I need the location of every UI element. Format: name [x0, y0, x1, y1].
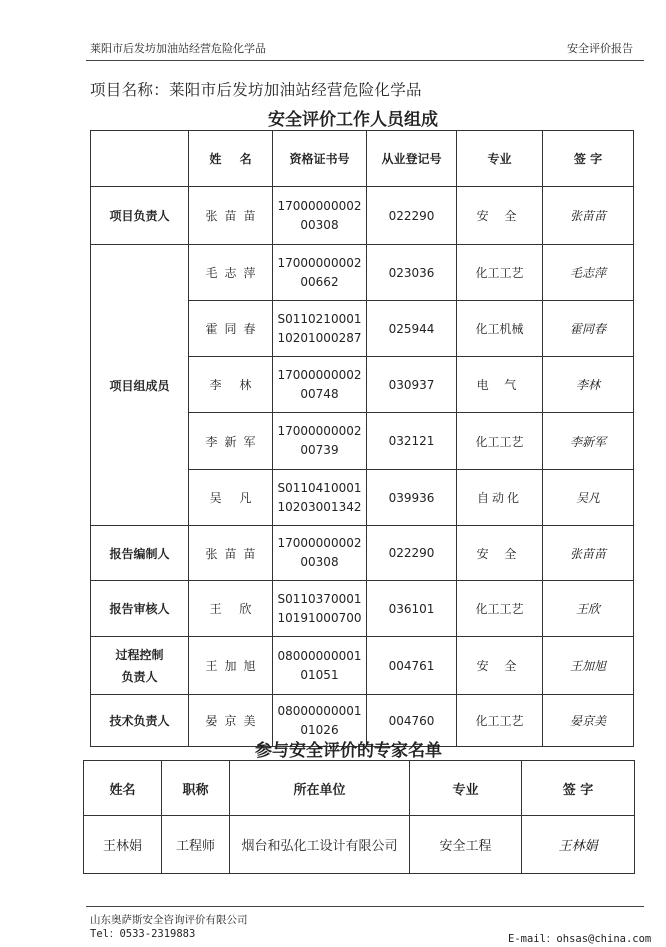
staff-reg: 022290 [367, 526, 457, 581]
role-writer: 报告编制人 [91, 526, 189, 581]
staff-reg: 030937 [367, 357, 457, 413]
cert-line1: 08000000001 [277, 648, 362, 663]
staff-name: 毛志萍 [189, 245, 273, 301]
staff-reg: 032121 [367, 413, 457, 470]
cert-line2: 10201000287 [277, 330, 362, 345]
header-major: 专业 [457, 131, 543, 187]
cert-line1: 17000000002 [277, 255, 362, 270]
staff-reg: 023036 [367, 245, 457, 301]
staff-name: 王加旭 [189, 637, 273, 695]
header-left: 莱阳市后发坊加油站经营危险化学品 [90, 42, 266, 55]
cert-line2: 00748 [300, 386, 339, 401]
expert-header-title: 职称 [162, 761, 230, 816]
staff-signature: 张苗苗 [543, 187, 634, 245]
staff-signature: 李林 [543, 357, 634, 413]
role-process-control [91, 637, 189, 695]
expert-title-cell: 工程师 [162, 816, 230, 874]
footer-tel: Tel：0533-2319883 [90, 928, 196, 940]
staff-major: 化工工艺 [457, 245, 543, 301]
staff-name: 霍同春 [189, 301, 273, 357]
expert-header-unit: 所在单位 [230, 761, 410, 816]
expert-header-name: 姓名 [84, 761, 162, 816]
staff-signature: 吴凡 [543, 470, 634, 526]
expert-signature: 王林娟 [522, 816, 635, 874]
staff-name: 吴 凡 [189, 470, 273, 526]
staff-cert [273, 357, 367, 413]
blank-corner [91, 131, 189, 187]
role-reviewer: 报告审核人 [91, 581, 189, 637]
staff-table [90, 130, 634, 747]
expert-name: 王林娟 [84, 816, 162, 874]
staff-major: 电 气 [457, 357, 543, 413]
project-name: 项目名称：莱阳市后发坊加油站经营危险化学品 [90, 81, 422, 99]
staff-major: 化工工艺 [457, 413, 543, 470]
table-row [91, 526, 634, 581]
cert-line2: 00739 [300, 443, 339, 457]
staff-name: 王 欣 [189, 581, 273, 637]
footer-email: E-mail：ohsas@china.com [508, 933, 652, 945]
staff-cert [273, 526, 367, 581]
header-cert: 资格证书号 [273, 131, 367, 187]
staff-reg: 022290 [367, 187, 457, 245]
staff-name: 张苗苗 [189, 187, 273, 245]
cert-line1: 08000000001 [277, 703, 362, 718]
staff-signature: 晏京美 [543, 695, 634, 747]
expert-table [83, 760, 635, 874]
staff-cert [273, 301, 367, 357]
staff-major: 安 全 [457, 526, 543, 581]
staff-major: 化工机械 [457, 301, 543, 357]
role-leader: 项目负责人 [91, 187, 189, 245]
staff-cert [273, 470, 367, 526]
staff-header-row [91, 131, 634, 187]
staff-name: 李 林 [189, 357, 273, 413]
table-row [91, 245, 634, 301]
staff-reg: 025944 [367, 301, 457, 357]
staff-cert [273, 245, 367, 301]
staff-name: 李新军 [189, 413, 273, 470]
header-reg: 从业登记号 [367, 131, 457, 187]
role-process-line2: 负责人 [121, 669, 158, 684]
staff-signature: 李新军 [543, 413, 634, 470]
cert-line2: 00308 [300, 555, 339, 569]
cert-line1: S0110370001 [277, 591, 362, 606]
cert-line2: 00662 [300, 274, 339, 289]
staff-signature: 霍同春 [543, 301, 634, 357]
expert-major: 安全工程 [410, 816, 522, 874]
cert-line2: 01051 [300, 667, 339, 682]
footer-divider [86, 906, 644, 907]
staff-major: 自动化 [457, 470, 543, 526]
header-divider [86, 60, 644, 61]
staff-signature: 毛志萍 [543, 245, 634, 301]
staff-major: 安 全 [457, 637, 543, 695]
cert-line1: 17000000002 [277, 424, 362, 438]
cert-line1: S0110210001 [277, 311, 362, 326]
expert-unit: 烟台和弘化工设计有限公司 [230, 816, 410, 874]
role-members: 项目组成员 [91, 245, 189, 526]
cert-line2: 10191000700 [277, 610, 362, 625]
staff-title: 安全评价工作人员组成 [268, 110, 438, 130]
cert-line2: 01026 [300, 722, 339, 737]
staff-reg: 039936 [367, 470, 457, 526]
staff-name: 张苗苗 [189, 526, 273, 581]
cert-line1: 17000000002 [277, 367, 362, 382]
table-row [91, 187, 634, 245]
staff-cert [273, 581, 367, 637]
expert-row [84, 816, 635, 874]
cert-line1: S0110410001 [277, 480, 362, 495]
staff-cert [273, 187, 367, 245]
staff-signature: 张苗苗 [543, 526, 634, 581]
staff-major: 安 全 [457, 187, 543, 245]
table-row [91, 637, 634, 695]
table-row [91, 581, 634, 637]
cert-line1: 17000000002 [277, 198, 362, 213]
staff-reg: 004761 [367, 637, 457, 695]
staff-reg: 004760 [367, 695, 457, 747]
staff-reg: 036101 [367, 581, 457, 637]
staff-signature: 王欣 [543, 581, 634, 637]
staff-cert [273, 413, 367, 470]
staff-name: 晏京美 [189, 695, 273, 747]
header-name: 姓 名 [189, 131, 273, 187]
staff-signature: 王加旭 [543, 637, 634, 695]
expert-header-row [84, 761, 635, 816]
staff-major: 化工工艺 [457, 581, 543, 637]
role-tech: 技术负责人 [91, 695, 189, 747]
cert-line2: 10203001342 [277, 499, 362, 514]
cert-line1: 17000000002 [277, 536, 362, 550]
cert-line2: 00308 [300, 217, 339, 232]
footer-company: 山东奥萨斯安全咨询评价有限公司 [90, 914, 248, 926]
header-right: 安全评价报告 [567, 42, 633, 55]
staff-cert [273, 637, 367, 695]
expert-header-sign: 签 字 [522, 761, 635, 816]
expert-header-major: 专业 [410, 761, 522, 816]
expert-title: 参与安全评价的专家名单 [255, 741, 442, 761]
staff-major: 化工工艺 [457, 695, 543, 747]
role-process-line1: 过程控制 [115, 647, 164, 662]
header-sign: 签 字 [543, 131, 634, 187]
